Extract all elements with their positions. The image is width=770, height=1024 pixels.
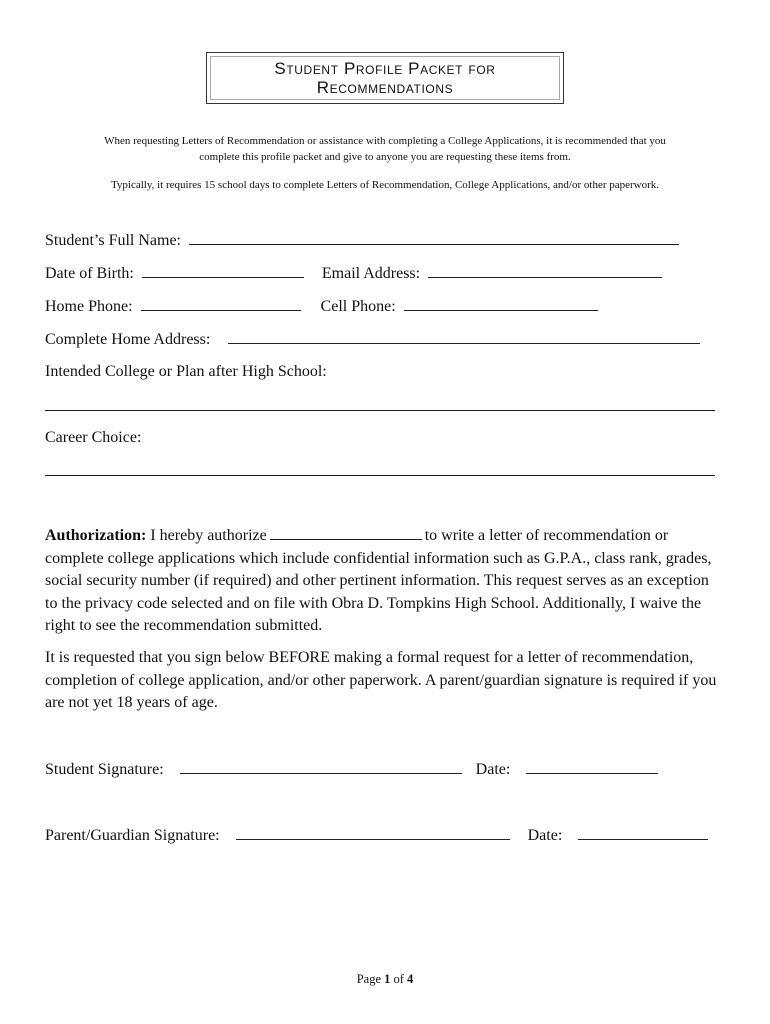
of-word: of: [393, 972, 404, 986]
authorization-text-before: I hereby authorize: [150, 527, 267, 544]
cell-phone-field[interactable]: [404, 297, 598, 311]
email-label: Email Address:: [321, 265, 421, 282]
address-label: Complete Home Address:: [45, 331, 211, 348]
career-label: Career Choice:: [45, 429, 142, 446]
page-footer: [0, 972, 770, 987]
phone-row: [45, 297, 598, 316]
title-line-2: Recommendations: [316, 78, 454, 97]
page-number: 1: [384, 972, 391, 986]
career-field[interactable]: [45, 475, 715, 476]
student-date-field[interactable]: [526, 760, 658, 774]
full-name-row: [45, 231, 679, 250]
request-paragraph: It is requested that you sign below BEFORE making a formal request for a letter of recommendation, completion of college application, and/or other paperwork. A parent/guardian signature is required if you are not yet 18 years of age.: [45, 649, 717, 711]
intro-line-3: Typically, it requires 15 school days to complete Letters of Recommendation, College Applications, and/or other paperwork.: [110, 179, 660, 191]
parent-signature-row: [45, 826, 708, 845]
student-signature-row: [45, 760, 658, 779]
cell-phone-label: Cell Phone:: [320, 298, 396, 315]
parent-signature-field[interactable]: [236, 826, 510, 840]
dob-field[interactable]: [142, 264, 304, 278]
address-row: [45, 330, 700, 349]
college-label: Intended College or Plan after High School:: [45, 363, 327, 380]
intro-text: [40, 133, 730, 165]
email-field[interactable]: [428, 264, 662, 278]
parent-date-label: Date:: [527, 827, 563, 844]
student-signature-field[interactable]: [180, 760, 462, 774]
dob-email-row: [45, 264, 662, 283]
college-field[interactable]: [45, 410, 715, 411]
document-title: [206, 52, 564, 104]
home-phone-label: Home Phone:: [45, 298, 133, 315]
address-field[interactable]: [228, 330, 700, 344]
full-name-field[interactable]: [189, 231, 679, 245]
authorization-label: Authorization:: [45, 527, 147, 544]
parent-signature-label: Parent/Guardian Signature:: [45, 827, 220, 844]
dob-label: Date of Birth:: [45, 265, 134, 282]
student-date-label: Date:: [475, 761, 511, 778]
intro-line-2: complete this profile packet and give to anyone you are requesting these items from.: [199, 151, 571, 163]
full-name-label: Student’s Full Name:: [45, 232, 181, 249]
parent-date-field[interactable]: [578, 826, 708, 840]
page-total: 4: [407, 972, 414, 986]
intro-line-1: When requesting Letters of Recommendation or assistance with completing a College Applications, it is recommended that you: [104, 135, 666, 147]
authorization-text-after: to write a letter of recommendation or complete college applications which include confidential information such as G.P.A., class rank, grades, social security number (if required) and other pertinent information. This request serves as an exception to the privacy code selected and on file with Obra D. Tompkins High School. Additionally, I waive the right to see the recommendation submitted.: [45, 527, 712, 634]
page-word: Page: [356, 972, 381, 986]
title-line-1: Student Profile Packet for: [274, 59, 496, 78]
student-signature-label: Student Signature:: [45, 761, 164, 778]
authorization-paragraph: [45, 525, 725, 638]
home-phone-field[interactable]: [141, 297, 301, 311]
authorized-person-field[interactable]: [270, 527, 422, 540]
